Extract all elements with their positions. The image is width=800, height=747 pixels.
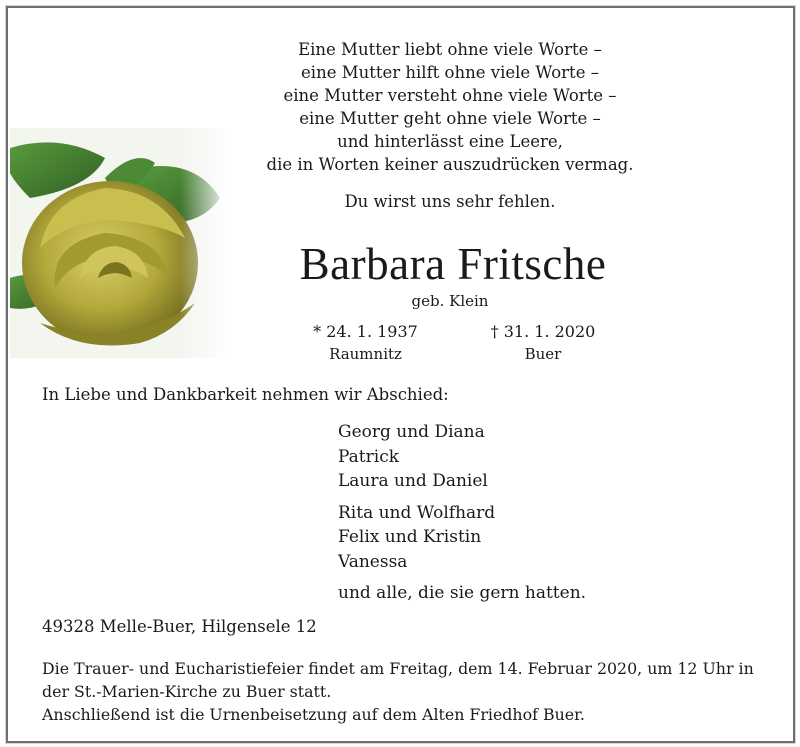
birth-block <box>298 321 433 365</box>
family-member: Patrick <box>338 446 400 467</box>
obituary-card <box>6 6 795 743</box>
yellow-rose-image <box>10 128 230 358</box>
poem-closing: Du wirst uns sehr fehlen. <box>344 192 556 211</box>
farewell-intro: In Liebe und Dankbarkeit nehmen wir Abschied: <box>42 385 449 404</box>
family-list <box>338 420 586 606</box>
deceased-name: Barbara Fritsche <box>299 239 607 289</box>
birth-place: Raumnitz <box>329 345 402 363</box>
service-notice <box>42 657 787 726</box>
family-closing: und alle, die sie gern hatten. <box>338 583 587 603</box>
address: 49328 Melle-Buer, Hilgensele 12 <box>42 617 317 636</box>
family-member: Georg und Diana <box>338 422 485 442</box>
service-line: Anschließend ist die Urnenbeisetzung auf dem Alten Friedhof Buer. <box>42 705 585 724</box>
poem-line: eine Mutter hilft ohne viele Worte – <box>301 63 599 82</box>
death-place: Buer <box>524 345 562 363</box>
maiden-name: geb. Klein <box>411 292 489 310</box>
poem-line: eine Mutter versteht ohne viele Worte – <box>283 86 617 105</box>
service-line: der St.-Marien-Kirche zu Buer statt. <box>42 682 332 701</box>
death-date: † 31. 1. 2020 <box>490 322 596 341</box>
family-member: Felix und Kristin <box>338 527 482 547</box>
poem <box>230 38 670 176</box>
family-member: Laura und Daniel <box>338 471 488 491</box>
family-member: Vanessa <box>338 551 408 572</box>
poem-line: Eine Mutter liebt ohne viele Worte – <box>298 40 602 59</box>
service-line: Die Trauer- und Eucharistiefeier findet am Freitag, dem 14. Februar 2020, um 12 Uhr in <box>42 659 754 678</box>
family-member: Rita und Wolfhard <box>338 502 496 523</box>
poem-line: und hinterlässt eine Leere, <box>337 132 563 151</box>
death-block <box>478 321 608 365</box>
birth-date: * 24. 1. 1937 <box>313 322 418 341</box>
poem-line: die in Worten keiner auszudrücken vermag. <box>266 155 634 174</box>
poem-line: eine Mutter geht ohne viele Worte – <box>299 109 601 128</box>
